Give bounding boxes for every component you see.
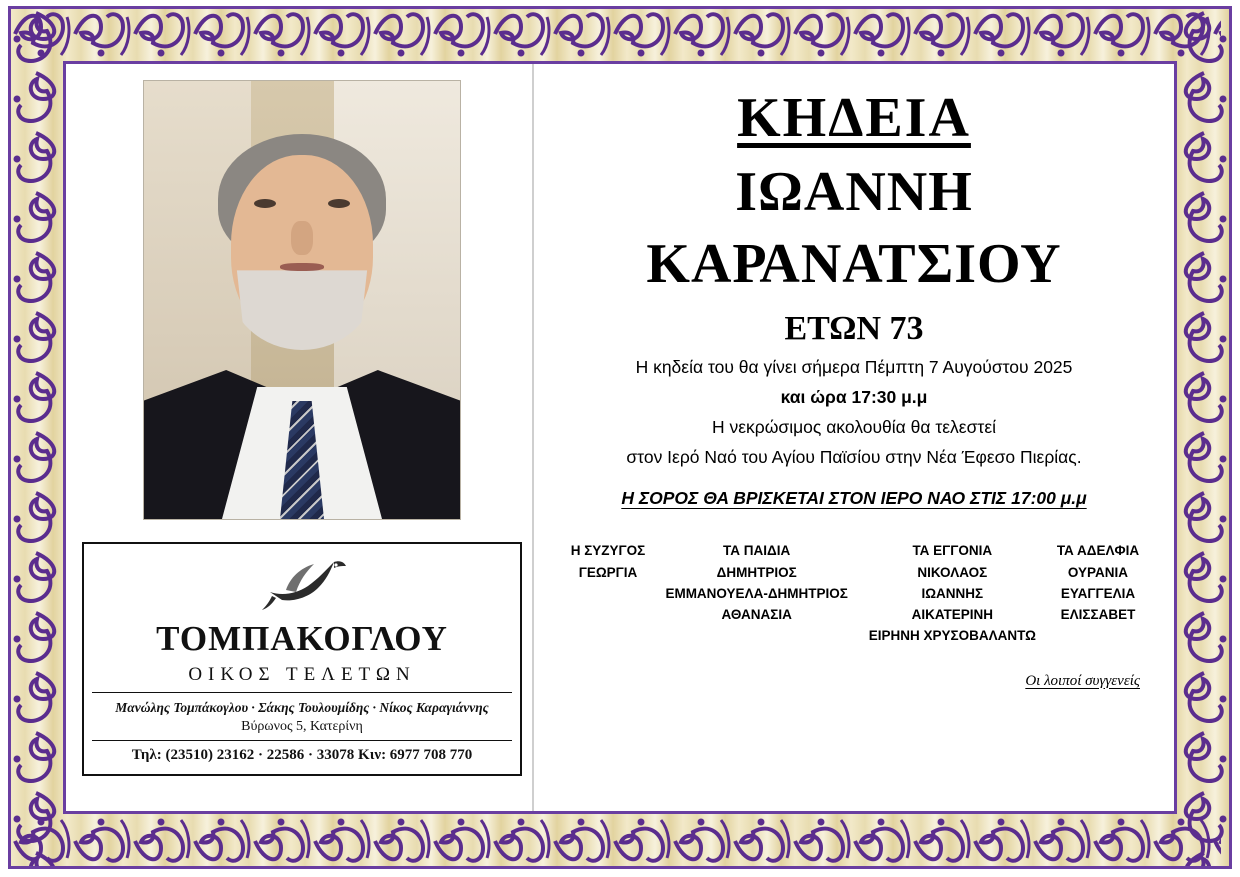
relative-name: ΟΥΡΑΝΙΑ (1067, 564, 1129, 580)
content-panel (63, 61, 1177, 814)
relatives-group-grandchildren (857, 541, 1047, 647)
relatives-group-heading: Η ΣΥΖΥΓΟΣ (570, 543, 646, 558)
relative-name: ΓΕΩΡΓΙΑ (578, 564, 638, 580)
service-time-line: και ώρα 17:30 μ.μ (780, 387, 928, 407)
left-column (66, 64, 534, 811)
ornament-left (11, 9, 61, 866)
funeral-home-address: Βύρωνος 5, Κατερίνη (92, 719, 512, 741)
service-rite-line: Η νεκρώσιμος ακολουθία θα τελεστεί (711, 417, 997, 437)
relatives-group-children (657, 541, 857, 647)
right-column (534, 64, 1174, 811)
funeral-home-phone: Τηλ: (23510) 23162 · 22586 · 33078 Κιν: 6977 708 770 (131, 746, 473, 763)
funeral-home-name: ΤΟΜΠΑΚΟΓΛΟΥ (156, 619, 448, 658)
ornament-right (1179, 9, 1229, 866)
announcement-heading: ΚΗΔΕΙΑ (737, 87, 971, 149)
relative-name: ΔΗΜΗΤΡΙΟΣ (716, 564, 797, 580)
deceased-first-name: ΙΩΑΝΝΗ (735, 161, 973, 223)
relatives-group-siblings (1048, 541, 1148, 647)
service-church-line: στον Ιερό Ναό του Αγίου Παϊσίου στην Νέα Έφεσο Πιερίας. (626, 447, 1082, 467)
coffin-note: Η ΣΟΡΟΣ ΘΑ ΒΡΙΣΚΕΤΑΙ ΣΤΟΝ ΙΕΡΟ ΝΑΟ ΣΤΙΣ 17:00 μ.μ (621, 488, 1087, 508)
relative-name: ΙΩΑΝΝΗΣ (921, 585, 984, 601)
relative-name: ΑΘΑΝΑΣΙΑ (721, 606, 792, 622)
relative-name: ΕΥΑΓΓΕΛΙΑ (1060, 585, 1136, 601)
deceased-age: ΕΤΩΝ 73 (784, 310, 924, 347)
service-date-line: Η κηδεία του θα γίνει σήμερα Πέμπτη 7 Αυγούστου 2025 (635, 357, 1073, 377)
relative-name: ΝΙΚΟΛΑΟΣ (917, 564, 988, 580)
funeral-home-card (82, 542, 522, 776)
relatives-group-spouse (560, 541, 656, 647)
relative-name: ΕΜΜΑΝΟΥΕΛΑ-ΔΗΜΗΤΡΙΟΣ (665, 585, 848, 601)
ornament-bottom (11, 816, 1229, 866)
other-relatives-note: Οι λοιποί συγγενείς (1025, 672, 1140, 689)
relative-name: ΕΛΙΣΣΑΒΕΤ (1060, 606, 1136, 622)
relative-name: ΑΙΚΑΤΕΡΙΝΗ (911, 606, 993, 622)
relatives-group-heading: ΤΑ ΠΑΙΔΙΑ (723, 543, 791, 558)
relative-name: ΕΙΡΗΝΗ ΧΡΥΣΟΒΑΛΑΝΤΩ (868, 627, 1036, 643)
relatives-list (560, 541, 1148, 647)
funeral-home-subtitle: ΟΙΚΟΣ ΤΕΛΕΤΩΝ (92, 664, 512, 693)
portrait-photo (143, 80, 461, 520)
decorative-outer-frame (8, 6, 1232, 869)
dove-icon (92, 552, 512, 619)
relatives-group-heading: ΤΑ ΕΓΓΟΝΙΑ (912, 543, 993, 558)
ornament-top (11, 9, 1229, 59)
funeral-home-people: Μανώλης Τομπάκογλου · Σάκης Τουλουμίδης · Νίκος Καραγιάννης (115, 699, 489, 715)
deceased-last-name: ΚΑΡΑΝΑΤΣΙΟΥ (646, 233, 1062, 295)
relatives-group-heading: ΤΑ ΑΔΕΛΦΙΑ (1056, 543, 1140, 558)
